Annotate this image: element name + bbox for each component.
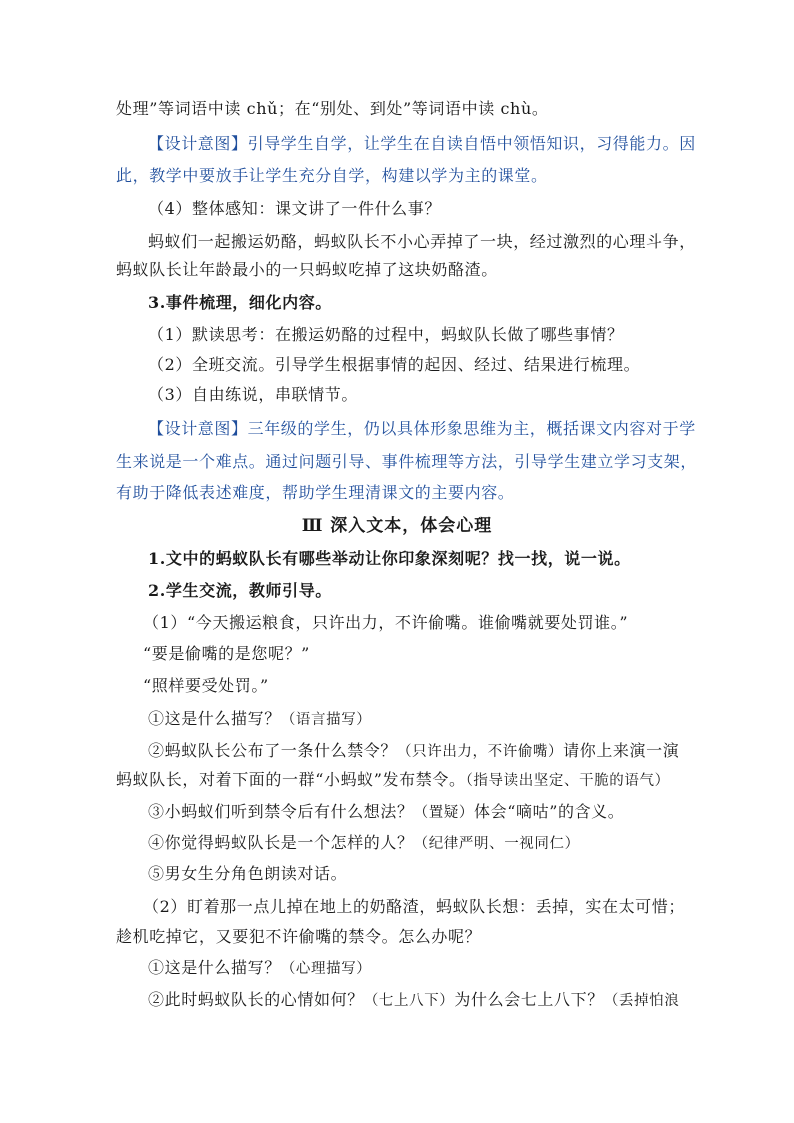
text-line: 蚂蚁队长让年龄最小的一只蚂蚁吃掉了这块奶酪渣。	[116, 260, 498, 279]
text-line: 有助于降低表述难度，帮助学生理清课文的主要内容。	[116, 483, 515, 502]
section-subheading: 1.文中的蚂蚁队长有哪些举动让你印象深刻呢？找一找，说一说。	[148, 549, 631, 568]
design-intent-label: 【设计意图】	[148, 134, 248, 153]
text-line: 生来说是一个难点。通过问题引导、事件梳理等方法，引导学生建立学习支架，	[116, 452, 698, 471]
text-line: （2）盯着那一点儿掉在地上的奶酪渣，蚂蚁队长想：丢掉，实在太可惜；	[143, 897, 685, 916]
text-line: （1）默读思考：在搬运奶酪的过程中，蚂蚁队长做了哪些事情？	[148, 325, 624, 344]
text-line: ②蚂蚁队长公布了一条什么禁令？（只许出力，不许偷嘴）请你上来演一演	[148, 741, 680, 760]
text-line: （4）整体感知：课文讲了一件什么事？	[148, 199, 441, 218]
section-heading: Ⅲ 深入文本，体会心理	[301, 516, 493, 536]
section-subheading: 3.事件梳理，细化内容。	[148, 293, 332, 312]
design-intent-paragraph: 【设计意图】三年级的学生，仍以具体形象思维为主，概括课文内容对于学	[148, 419, 696, 438]
text-line: ④你觉得蚂蚁队长是一个怎样的人？（纪律严明、一视同仁）	[148, 833, 580, 852]
text-line: ①这是什么描写？（心理描写）	[148, 958, 372, 977]
text-line: ③小蚂蚁们听到禁令后有什么想法？（置疑）体会“嘀咕”的含义。	[148, 802, 625, 821]
text-line: 蚂蚁队长，对着下面的一群“小蚂蚁”发布禁令。（指导读出坚定、干脆的语气）	[116, 770, 670, 789]
text-line: ⑤男女生分角色朗读对话。	[148, 864, 348, 883]
section-subheading: 2.学生交流，教师引导。	[148, 581, 332, 600]
text-line: “照样要受处罚。”	[143, 676, 269, 695]
text-line: 处理”等词语中读 chǔ；在“别处、到处”等词语中读 chù。	[116, 99, 549, 118]
text-line: 此，教学中要放手让学生充分自学，构建以学为主的课堂。	[116, 166, 548, 185]
text-line: （3）自由练说，串联情节。	[148, 385, 358, 404]
text-line: （1）“今天搬运粮食，只许出力，不许偷嘴。谁偷嘴就要处罚谁。”	[143, 613, 629, 632]
design-intent-paragraph: 【设计意图】引导学生自学，让学生在自读自悟中领悟知识，习得能力。因	[148, 134, 696, 153]
text-line: “要是偷嘴的是您呢？”	[143, 644, 310, 663]
text-line: （2）全班交流。引导学生根据事情的起因、经过、结果进行梳理。	[148, 355, 641, 374]
text-line: 蚂蚁们一起搬运奶酪，蚂蚁队长不小心弄掉了一块，经过激烈的心理斗争，	[148, 232, 696, 251]
text-line: ①这是什么描写？（语言描写）	[148, 709, 372, 728]
design-intent-label: 【设计意图】	[148, 419, 248, 438]
text-line: ②此时蚂蚁队长的心情如何？（七上八下）为什么会七上八下？（丢掉怕浪	[148, 990, 680, 1009]
text-line: 趁机吃掉它，又要犯不许偷嘴的禁令。怎么办呢？	[116, 927, 482, 946]
